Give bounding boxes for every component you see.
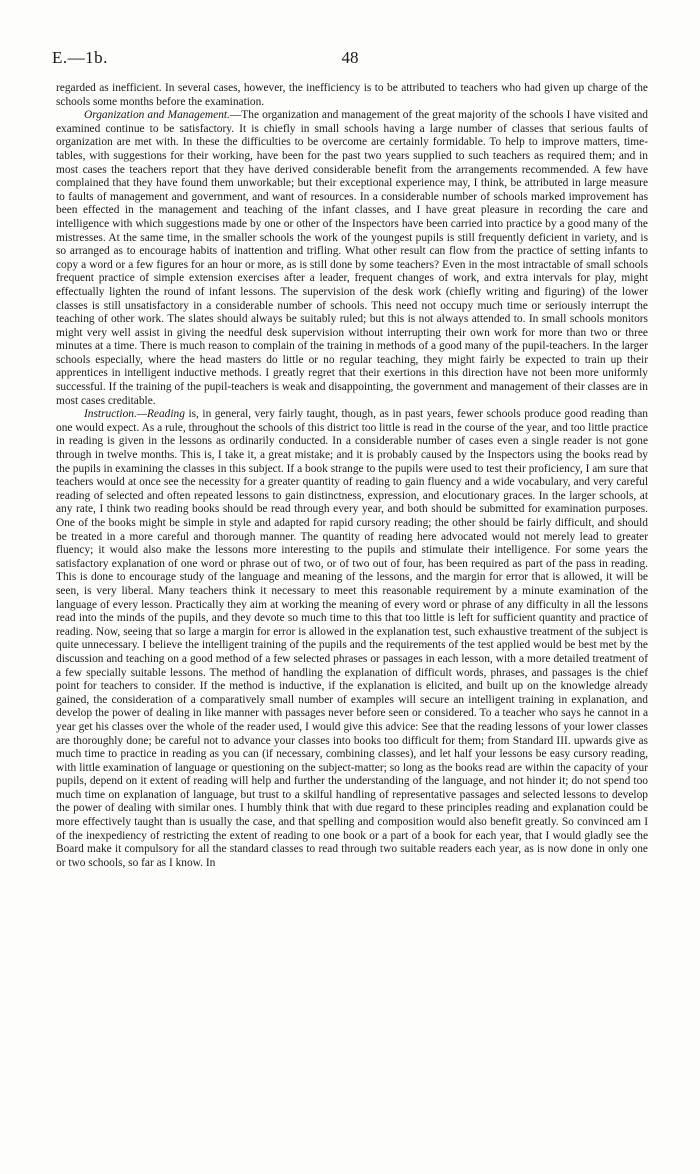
paragraph-text: is, in general, very fairly taught, though, as in past years, fewer schools produce good reading than one would expect. As a rule, throughout the schools of this district too little is read in the course of the year, and too little practice in reading is given in the lessons as ordinarily conducted. In a considerable number of cases even a single reader is not gone through in twelve months. This is, I take it, a great mistake; and it is probably caused by the Inspectors using the books read by the pupils in examining the classes in this subject. If a book strange to the pupils were used to test their proficiency, I am sure that teachers would at once see the necessity for a greater quantity of reading to gain fluency and a wide vocabulary, and very careful reading of selected and often repeated lessons to gain distinctness, expression, and elocutionary graces. In the larger schools, at any rate, I think two reading books should be read through every year, and both should be submitted for examination purposes. One of the books might be simple in style and adapted for rapid cursory reading; the other should be fairly difficult, and should be treated in a more careful and thorough manner. The quantity of reading here advocated would not merely lead to greater fluency; it would also make the lessons more interesting to the pupils and stimulate their intelligence. For some years the satisfactory explanation of one word or phrase out of two, or of two out of four, has been required as part of the pass in reading. This is done to encourage study of the language and meaning of the lessons, and the margin for error that is allowed, it will be seen, is very liberal. Many teachers think it necessary to meet this reasonable requirement by a minute examination of the language of every lesson. Practically they aim at working the meaning of every word or phrase of any difficulty in all the lessons read into the minds of the pupils, and they devote so much time to this that too little is left for sufficient quantity and practice of reading. Now, seeing that so large a margin for error is allowed in the explanation test, such exhaustive treatment of the subject is quite unnecessary. I believe the intelligent training of the pupils and the requirements of the test applied would be best met by the discussion and teaching on a good method of a few selected phrases or passages in each lesson, with a more detailed treatment of a few specially suitable lessons. The method of handling the explanation of difficult words, phrases, and passages is the chief point for teachers to consider. If the method is inductive, if the explanation is elicited, and built up on the knowledge already gained, the consideration of a comparatively small number of examples will secure an intelligent training in explanation, and develop the power of dealing in like manner with passages never before seen or considered. To a teacher who says he cannot in a year get his classes over the whole of the reader used, I would give this advice: See that the reading lessons of your lower classes are thoroughly done; be careful not to advance your classes into books too difficult for them; from Standard III. upwards give as much time to practice in reading as you can (if necessary, combining classes), and let half your lessons be easy cursory reading, with little examination of language or questioning on the subject-matter; so long as the books read are within the capacity of your pupils, depend on it extent of reading will help and further the understanding of the language, and not hinder it; do not spend too much time on explanation of language, but trust to a skilful handling of representative passages and selected lessons to develop the power of dealing with similar ones. I humbly think that with due regard to these principles reading and explanation could be more effectively taught than is usually the case, and that spelling and composition would also benefit greatly. So convinced am I of the inexpediency of restricting the extent of reading to one book or a part of a book for each year, that I would gladly see the Board make it compulsory for all the standard classes to read through two suitable readers each year, as is now done in only one or two schools, so far as I know. In (56, 408, 648, 869)
paragraph-text: regarded as inefficient. In several cases, however, the inefficiency is to be attributed to teachers who had given up charge of the schools some months before the examination. (56, 82, 648, 108)
document-reference: E.—1b. (52, 48, 108, 67)
page-number: 48 (341, 48, 359, 67)
section-heading: Instruction.—Reading (84, 408, 185, 421)
paragraph-instruction-reading (56, 408, 648, 870)
paragraph-continuation (56, 82, 648, 109)
paragraph-organization-management (56, 109, 648, 408)
page-header (52, 48, 648, 70)
body-text (56, 82, 648, 870)
paragraph-text: —The organization and management of the great majority of the schools I have visited and examined continue to be satisfactory. It is chiefly in small schools having a large number of classes that serious faults of organization are met with. In these the difficulties to be overcome are certainly formidable. To help to improve matters, time-tables, with suggestions for their working, have been for the past two years supplied to such teachers as required them; and in most cases the teachers report that they have derived considerable benefit from the arrangements recommended. A few have complained that they have found them unworkable; but their exceptional experience may, I think, be attributed in large measure to faults of management and government, and want of resources. In a considerable number of schools marked improvement has been effected in the management and teaching of the infant classes, and I have great pleasure in recording the care and intelligence with which suggestions made by one or other of the Inspectors have been carried into practice by a good many of the mistresses. At the same time, in the smaller schools the work of the youngest pupils is still frequently deficient in variety, and is so arranged as to encourage habits of inattention and trifling. What other result can flow from the practice of setting infants to copy a word or a few figures for an hour or more, as is still done by some teachers? Even in the most intractable of small schools frequent practice of simple extension exercises after a leader, frequent changes of work, and extra intervals for play, might effectually lighten the round of infant lessons. The supervision of the desk work (chiefly writing and figuring) of the lower classes is still unsatisfactory in a considerable number of schools. This need not occupy much time or seriously interrupt the teaching of other work. The slates should always be suitably ruled; but this is not always attended to. In small schools monitors might very well assist in giving the needful desk supervision without interrupting their own work for more than two or three minutes at a time. There is much reason to complain of the training in methods of a good many of the pupil-teachers. In the larger schools especially, where the head masters do little or no regular teaching, they might fairly be expected to train up their apprentices in intelligent inductive methods. I greatly regret that their exertions in this direction have not been more uniformly successful. If the training of the pupil-teachers is weak and disappointing, the government and management of their classes are in most cases creditable. (56, 109, 648, 407)
section-heading: Organization and Management. (84, 109, 230, 122)
